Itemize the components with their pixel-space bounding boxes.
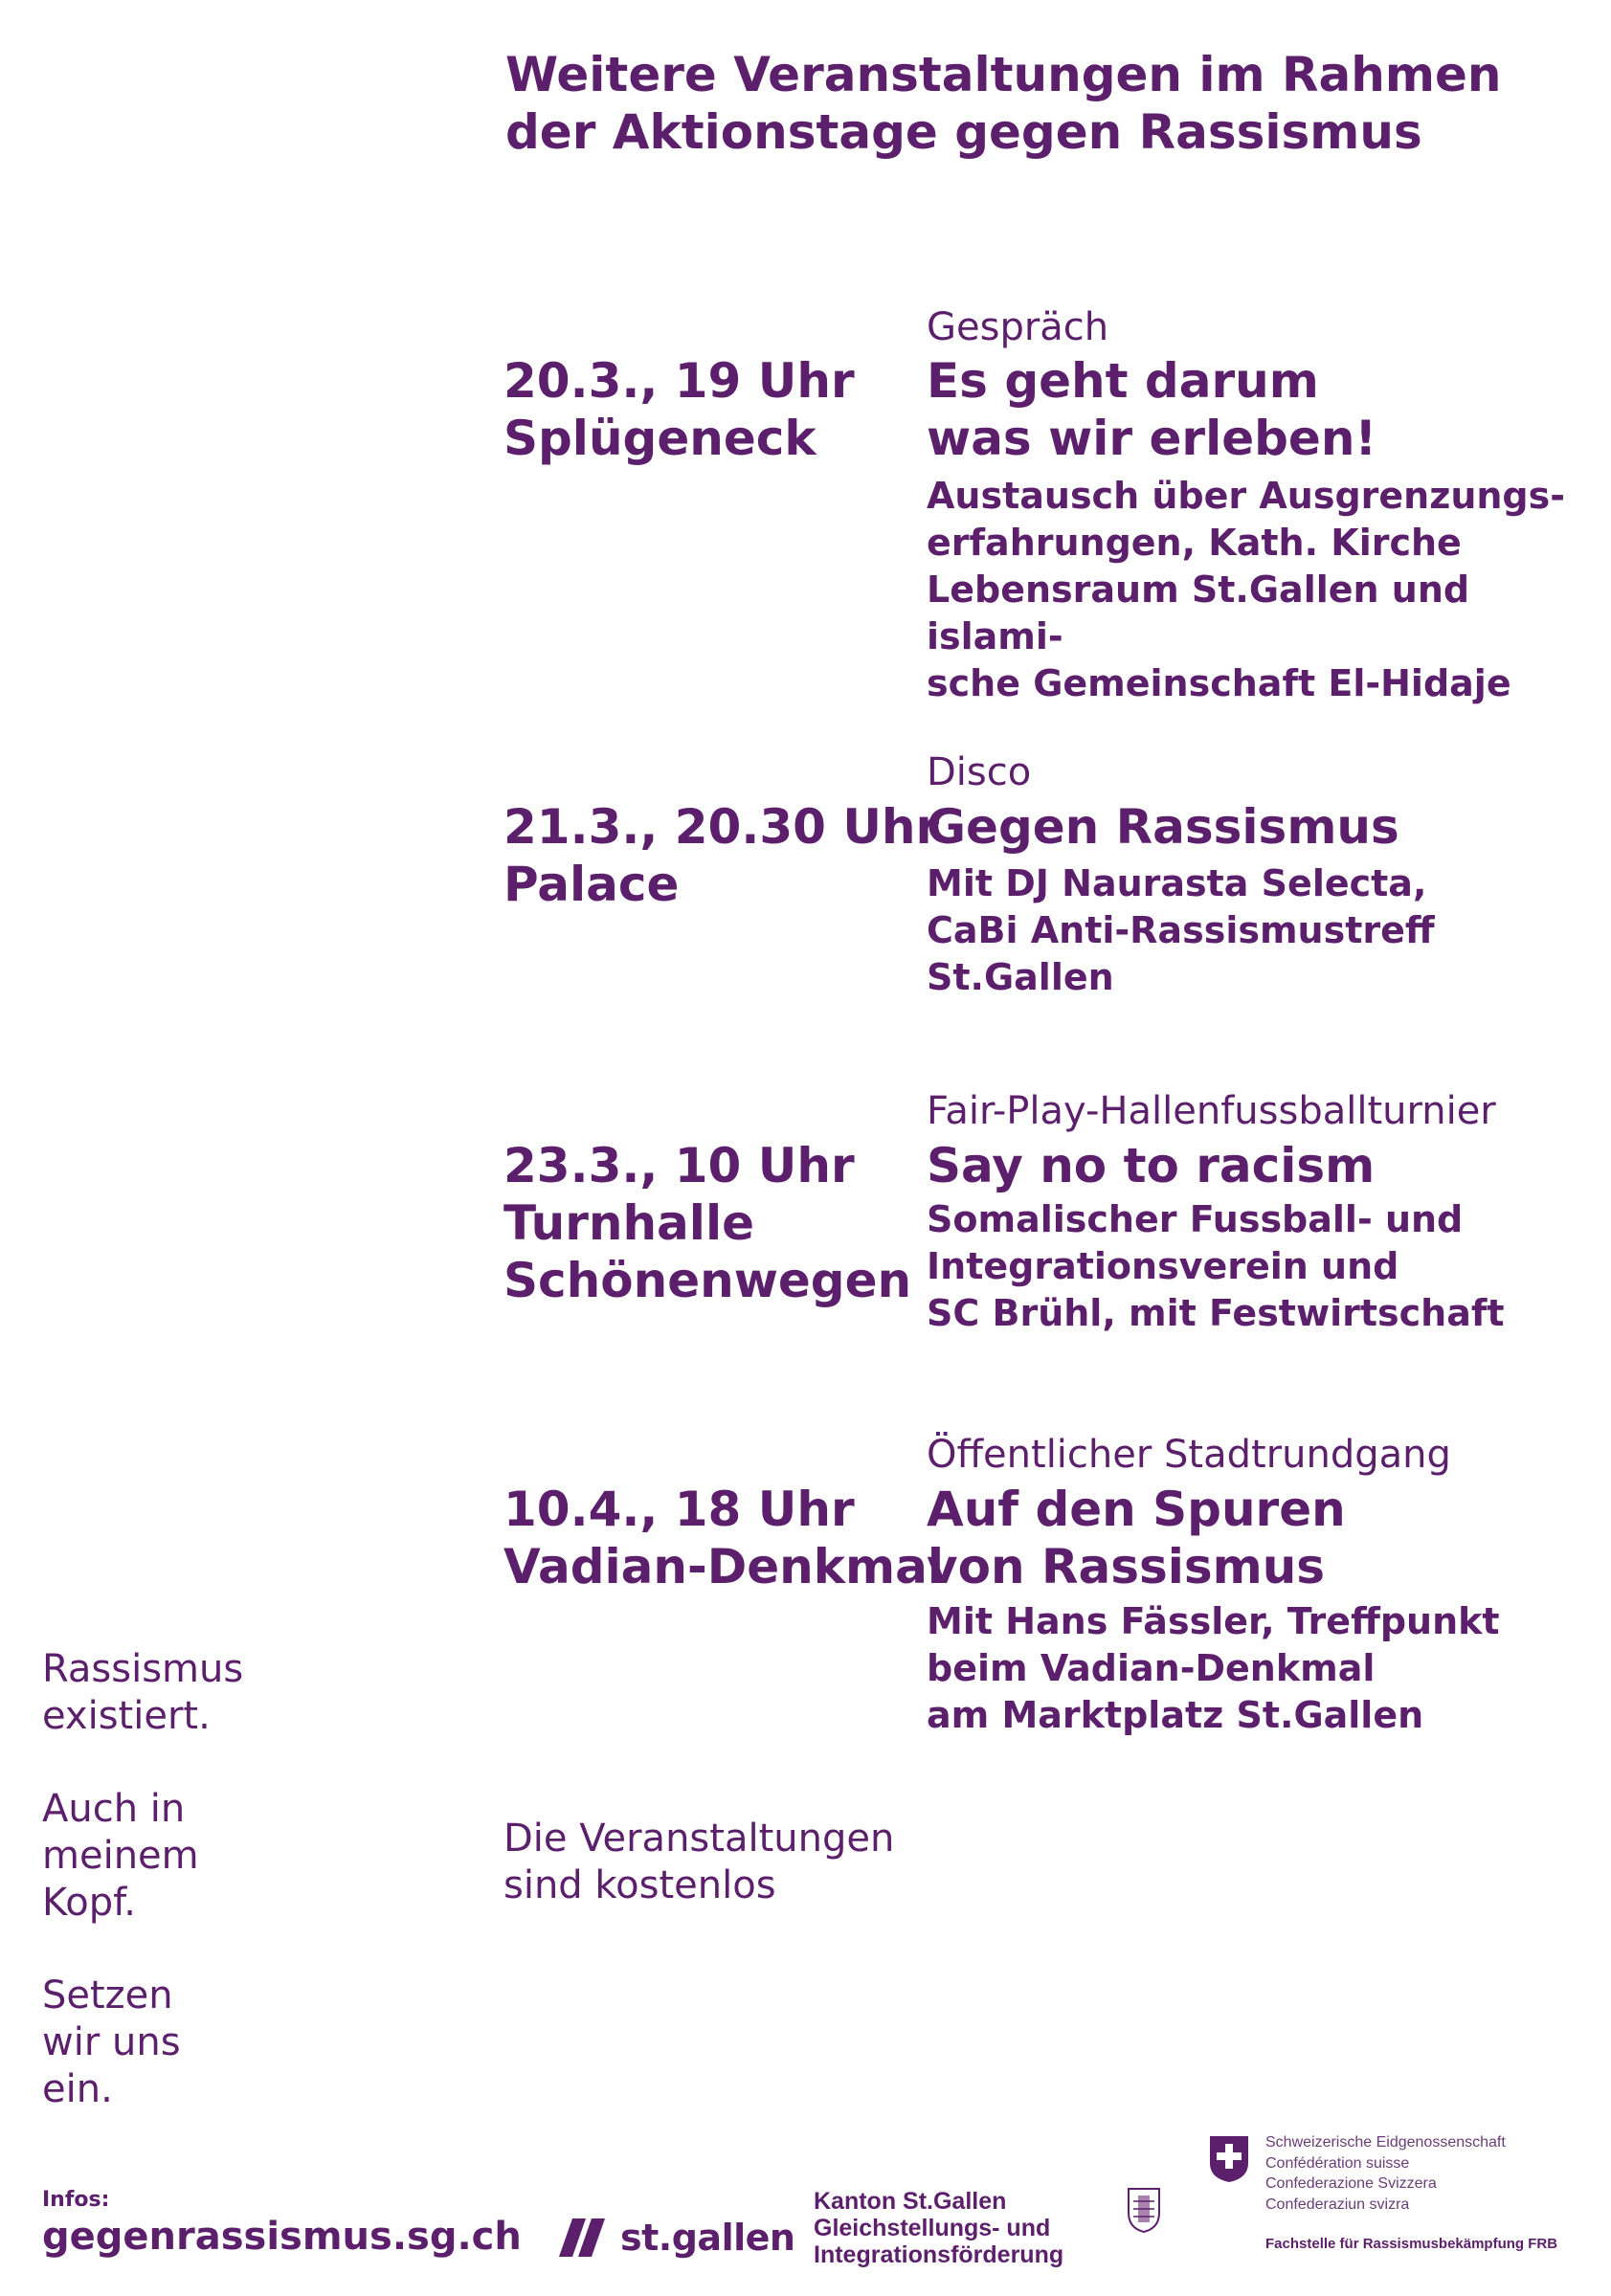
event-description [927,1598,1577,1739]
event-date-location [503,352,925,467]
event-title [927,1481,1577,1595]
event-title-line: was wir erleben! [927,411,1377,466]
kanton-line: Kanton St.Gallen [814,2188,1007,2215]
slogan-block [42,1973,329,2113]
event-description-line: Austausch über Ausgrenzungs- [927,475,1566,517]
event-description-line: am Marktplatz St.Gallen [927,1694,1424,1736]
slogan-line: Auch in [42,1787,186,1831]
kanton-line: Integrationsförderung [814,2241,1064,2268]
event-date-location [503,1137,925,1309]
event-title-line: Say no to racism [927,1138,1376,1193]
slogan-line: existiert. [42,1694,211,1738]
slogan-block [42,1646,329,1740]
event-description-line: erfahrungen, Kath. Kirche [927,522,1462,564]
frb-label: Fachstelle für Rassismusbekämpfung FRB [1265,2236,1558,2252]
event-date: 23.3., 10 Uhr [503,1138,855,1193]
event-title [927,1137,1577,1194]
event-description-line: Integrationsverein und [927,1245,1399,1287]
free-admission-note [503,1816,894,1909]
event-description-line: Mit Hans Fässler, Treffpunkt [927,1600,1500,1642]
event-description [927,1196,1577,1337]
event-description-line: St.Gallen [927,956,1114,998]
event-date: 10.4., 18 Uhr [503,1482,855,1537]
confederation-text [1265,2132,1506,2215]
event-description-line: Somalischer Fussball- und [927,1198,1464,1240]
free-note-line: Die Veranstaltungen [503,1817,895,1861]
event-location: Schönenwegen [503,1253,912,1308]
stgallen-logo [559,2211,794,2264]
event-location: Palace [503,857,680,912]
info-label: Infos: [42,2188,110,2212]
confederation-line: Schweizerische Eidgenossenschaft [1265,2134,1506,2151]
kanton-crest-icon [1126,2186,1162,2234]
event-description-line: SC Brühl, mit Festwirtschaft [927,1292,1505,1334]
kanton-logo-text [814,2188,1063,2268]
info-url-link[interactable]: gegenrassismus.sg.ch [42,2215,522,2259]
confederation-line: Confederazione Svizzera [1265,2175,1437,2192]
event-title-line: Es geht darum [927,353,1319,409]
event-title [927,798,1577,856]
event-location: Splügeneck [503,411,817,466]
event-date: 21.3., 20.30 Uhr [503,799,940,855]
event-description-line: Mit DJ Naurasta Selecta, [927,862,1427,904]
event-title [927,352,1577,467]
free-note-line: sind kostenlos [503,1863,776,1907]
event-location: Turnhalle [503,1195,754,1251]
event-description-line: sche Gemeinschaft El-Hidaje [927,662,1511,704]
stgallen-logo-text: st.gallen [620,2217,795,2259]
event-description-line: CaBi Anti-Rassismustreff [927,909,1435,951]
slogan-line: wir uns [42,2020,181,2064]
title-line: Weitere Veranstaltungen im Rahmen [505,47,1502,102]
stgallen-slashes-icon [559,2218,618,2257]
title-line: der Aktionstage gegen Rassismus [505,104,1422,160]
event-location: Vadian-Denkmal [503,1539,944,1594]
event-title-line: Gegen Rassismus [927,799,1399,855]
event-category: Disco [927,750,1032,794]
slogan-line: ein. [42,2067,113,2111]
event-category: Öffentlicher Stadtrundgang [927,1433,1451,1477]
slogan-line: meinem [42,1834,199,1878]
swiss-cross-shield-icon [1208,2134,1250,2184]
event-category: Fair-Play-Hallenfussballturnier [927,1089,1496,1133]
event-description [927,473,1577,707]
slogan-block [42,1786,329,1927]
event-description-line: Lebensraum St.Gallen und islami- [927,568,1470,658]
event-title-line: von Rassismus [927,1539,1326,1594]
slogan-line: Rassismus [42,1647,244,1691]
event-title-line: Auf den Spuren [927,1482,1346,1537]
event-category: Gespräch [927,305,1109,349]
event-date-location [503,798,940,913]
slogan-line: Kopf. [42,1881,136,1925]
confederation-line: Confédération suisse [1265,2154,1410,2172]
event-date-location [503,1481,944,1595]
slogan-line: Setzen [42,1973,173,2017]
confederation-line: Confederaziun svizra [1265,2196,1410,2213]
kanton-line: Gleichstellungs- und [814,2215,1051,2241]
event-description [927,860,1577,1001]
event-date: 20.3., 19 Uhr [503,353,855,409]
event-description-line: beim Vadian-Denkmal [927,1647,1376,1689]
page-title [505,46,1558,161]
